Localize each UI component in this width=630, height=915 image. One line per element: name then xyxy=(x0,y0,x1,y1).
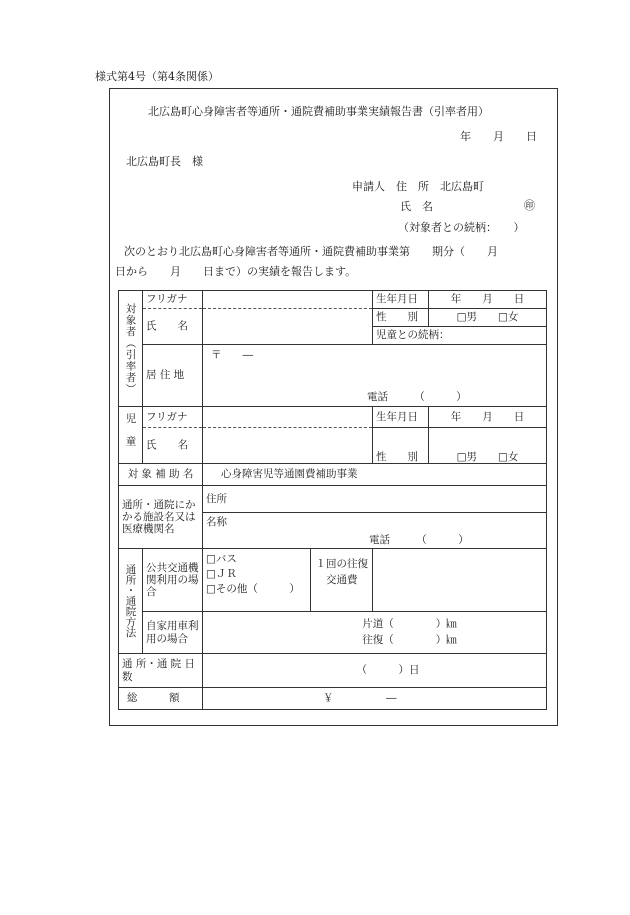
name-label: 氏 名 xyxy=(143,309,203,345)
furigana-label: フリガナ xyxy=(143,291,203,309)
fare-label: １回の往復交通費 xyxy=(310,549,372,611)
postal-mark: 〒 ― xyxy=(211,349,253,361)
facility-label: 通所・通院にかかる施設名又は医療機関名 xyxy=(119,486,203,549)
option-other-checkbox[interactable]: □その他（ ） xyxy=(206,583,300,596)
child-name-field[interactable] xyxy=(203,428,373,464)
birth-label: 生年月日 xyxy=(373,291,429,309)
residence-field[interactable] xyxy=(203,345,547,407)
option-jr-checkbox[interactable]: □ＪＲ xyxy=(206,568,237,581)
facility-name-field[interactable] xyxy=(203,513,547,549)
facility-name-label: 名称 xyxy=(206,516,227,528)
public-transport-label: 公共交通機関利用の場合 xyxy=(143,549,203,612)
fare-field[interactable] xyxy=(373,549,547,612)
private-car-label: 自家用車利用の場合 xyxy=(143,612,203,654)
seal-icon: ㊞ xyxy=(524,199,535,212)
furigana-field[interactable] xyxy=(203,291,373,309)
child-sex-label: 性 別 xyxy=(373,428,429,464)
addressee: 北広島町長 様 xyxy=(126,155,203,168)
report-table xyxy=(118,290,547,710)
subject-label: 対象者（引率者） xyxy=(119,291,143,407)
round-trip-distance[interactable]: 往復（ ）㎞ xyxy=(362,633,457,646)
distance-fields[interactable] xyxy=(203,612,547,654)
child-furigana-field[interactable] xyxy=(203,407,373,428)
child-label: 児童 xyxy=(119,407,143,464)
option-bus-checkbox[interactable]: □バス xyxy=(206,553,237,565)
applicant-name[interactable]: 氏 名 xyxy=(400,200,433,213)
child-name-label: 氏 名 xyxy=(143,428,203,464)
body-text-line-2: 日から 月 日まで）の実績を報告します。 xyxy=(115,265,357,278)
target-program-label: 対 象 補 助 名 xyxy=(119,464,203,486)
total-value[interactable]: ￥ ― xyxy=(203,688,547,710)
name-field[interactable] xyxy=(203,309,373,345)
relation-to-child[interactable]: 児童との続柄： xyxy=(373,327,547,345)
birth-value[interactable]: 年 月 日 xyxy=(429,291,547,309)
child-birth-value[interactable]: 年 月 日 xyxy=(429,407,547,428)
body-text-line-1: 次のとおり北広島町心身障害者等通所・通院費補助事業第 期分（ 月 xyxy=(124,245,498,258)
target-program-value: 心身障害児等通園費補助事業 xyxy=(203,464,547,486)
method-label: 通所・通院方法 xyxy=(119,549,143,654)
facility-phone[interactable]: 電話 （ ） xyxy=(369,533,469,546)
residence-label: 居 住 地 xyxy=(143,345,203,407)
sex-label: 性 別 xyxy=(373,309,429,327)
one-way-distance[interactable]: 片道（ ）㎞ xyxy=(362,617,457,630)
child-furigana-label: フリガナ xyxy=(143,407,203,428)
residence-phone[interactable]: 電話 （ ） xyxy=(367,390,467,403)
form-title: 北広島町心身障害者等通所・通院費補助事業実績報告書（引率者用） xyxy=(148,105,489,118)
days-value[interactable]: （ ）日 xyxy=(203,654,547,688)
form-number: 様式第4号（第4条関係） xyxy=(95,70,219,83)
child-birth-label: 生年月日 xyxy=(373,407,429,428)
facility-address[interactable]: 住所 xyxy=(203,486,547,513)
transport-options[interactable] xyxy=(203,549,373,612)
sex-checkbox[interactable]: □男 □女 xyxy=(429,309,547,327)
days-label: 通 所・通 院 日 数 xyxy=(119,654,203,688)
applicant-address[interactable]: 申請人 住 所 北広島町 xyxy=(352,180,484,193)
child-sex-checkbox[interactable]: □男 □女 xyxy=(429,428,547,464)
applicant-relation[interactable]: （対象者との続柄： ） xyxy=(398,221,525,234)
total-label: 総 額 xyxy=(119,688,203,710)
date-line[interactable]: 年 月 日 xyxy=(460,130,537,143)
